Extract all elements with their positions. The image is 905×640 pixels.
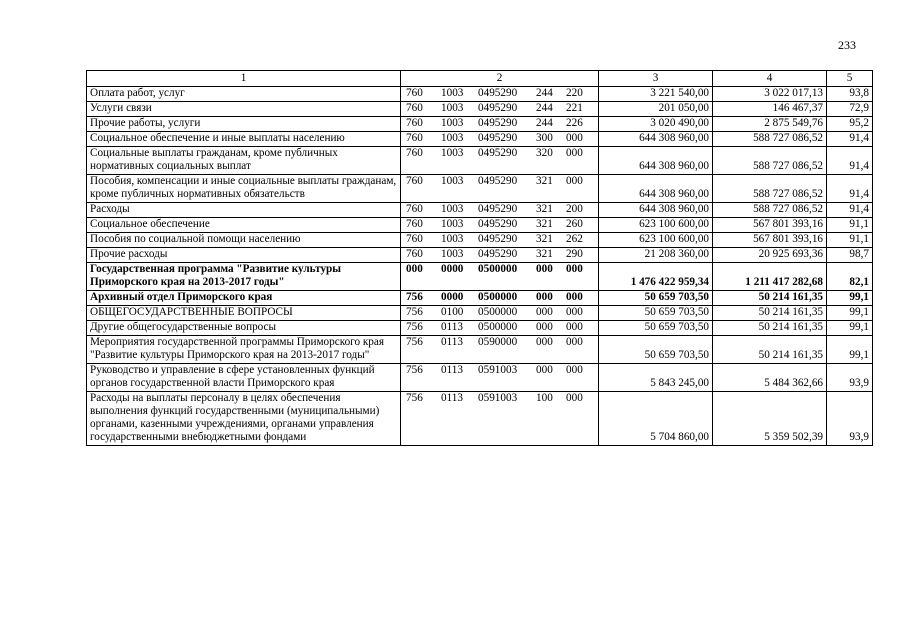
actual-amount: 5 484 362,66 [713,364,827,392]
target-article-code: 0495290 [478,175,518,187]
row-name: Прочие расходы [87,248,401,263]
execution-percent: 91,4 [827,132,873,147]
expense-type-code: 000 [536,336,553,348]
row-codes [401,233,599,248]
admin-code: 760 [406,203,423,215]
kosgu-code: 220 [566,87,583,99]
header-col-4: 4 [713,71,827,87]
target-article-code: 0495290 [478,248,518,260]
actual-amount: 588 727 086,52 [713,132,827,147]
target-article-code: 0495290 [478,87,518,99]
section-code: 1003 [441,147,464,159]
admin-code: 756 [406,306,423,318]
kosgu-code: 226 [566,117,583,129]
row-name: Пособия по социальной помощи населению [87,233,401,248]
actual-amount: 588 727 086,52 [713,147,827,175]
section-code: 1003 [441,203,464,215]
row-name: Оплата работ, услуг [87,87,401,102]
target-article-code: 0500000 [478,291,518,303]
execution-percent: 91,1 [827,218,873,233]
row-name: ОБЩЕГОСУДАРСТВЕННЫЕ ВОПРОСЫ [87,306,401,321]
execution-percent: 93,9 [827,392,873,446]
target-article-code: 0495290 [478,233,518,245]
row-codes [401,132,599,147]
row-name: Мероприятия государственной программы Приморского края "Развитие культуры Приморского края на 2013-2017 годы" [87,336,401,364]
section-code: 1003 [441,233,464,245]
actual-amount: 567 801 393,16 [713,218,827,233]
planned-amount: 50 659 703,50 [599,306,713,321]
planned-amount: 644 308 960,00 [599,175,713,203]
row-codes [401,248,599,263]
expense-type-code: 300 [536,132,553,144]
target-article-code: 0591003 [478,364,518,376]
kosgu-code: 000 [566,263,583,275]
actual-amount: 50 214 161,35 [713,336,827,364]
admin-code: 756 [406,321,423,333]
row-codes [401,321,599,336]
section-code: 1003 [441,102,464,114]
expense-type-code: 000 [536,321,553,333]
expense-type-code: 244 [536,117,553,129]
planned-amount: 644 308 960,00 [599,203,713,218]
admin-code: 760 [406,102,423,114]
row-codes [401,218,599,233]
kosgu-code: 000 [566,336,583,348]
admin-code: 760 [406,175,423,187]
admin-code: 756 [406,364,423,376]
header-col-1: 1 [87,71,401,87]
kosgu-code: 200 [566,203,583,215]
actual-amount: 567 801 393,16 [713,233,827,248]
execution-percent: 82,1 [827,263,873,291]
execution-percent: 91,1 [827,233,873,248]
kosgu-code: 000 [566,132,583,144]
admin-code: 760 [406,233,423,245]
planned-amount: 623 100 600,00 [599,218,713,233]
row-codes [401,175,599,203]
row-codes [401,364,599,392]
kosgu-code: 000 [566,291,583,303]
target-article-code: 0591003 [478,392,518,404]
target-article-code: 0495290 [478,117,518,129]
admin-code: 760 [406,87,423,99]
planned-amount: 21 208 360,00 [599,248,713,263]
table-row [87,175,873,203]
table-row [87,248,873,263]
planned-amount: 50 659 703,50 [599,291,713,306]
target-article-code: 0500000 [478,263,518,275]
row-codes [401,306,599,321]
kosgu-code: 000 [566,321,583,333]
row-name: Социальные выплаты гражданам, кроме публичных нормативных социальных выплат [87,147,401,175]
row-codes [401,336,599,364]
table-row [87,147,873,175]
planned-amount: 50 659 703,50 [599,321,713,336]
target-article-code: 0590000 [478,336,518,348]
planned-amount: 3 020 490,00 [599,117,713,132]
planned-amount: 623 100 600,00 [599,233,713,248]
table-row [87,87,873,102]
admin-code: 756 [406,392,423,404]
planned-amount: 644 308 960,00 [599,147,713,175]
section-code: 1003 [441,87,464,99]
table-row [87,233,873,248]
row-codes [401,87,599,102]
section-code: 0113 [441,336,463,348]
actual-amount: 588 727 086,52 [713,203,827,218]
admin-code: 760 [406,218,423,230]
expense-type-code: 321 [536,218,553,230]
table-row [87,321,873,336]
section-code: 1003 [441,248,464,260]
target-article-code: 0495290 [478,102,518,114]
kosgu-code: 000 [566,306,583,318]
admin-code: 760 [406,132,423,144]
expense-type-code: 000 [536,306,553,318]
row-codes [401,203,599,218]
execution-percent: 99,1 [827,291,873,306]
planned-amount: 644 308 960,00 [599,132,713,147]
target-article-code: 0500000 [478,306,518,318]
row-name: Прочие работы, услуги [87,117,401,132]
table-row [87,218,873,233]
target-article-code: 0495290 [478,218,518,230]
expense-type-code: 321 [536,233,553,245]
expense-type-code: 000 [536,364,553,376]
execution-percent: 93,9 [827,364,873,392]
table-row [87,132,873,147]
kosgu-code: 221 [566,102,583,114]
row-codes [401,147,599,175]
planned-amount: 201 050,00 [599,102,713,117]
table-row [87,102,873,117]
execution-percent: 95,2 [827,117,873,132]
table-row [87,291,873,306]
kosgu-code: 000 [566,175,583,187]
execution-percent: 99,1 [827,321,873,336]
execution-percent: 99,1 [827,306,873,321]
expense-type-code: 000 [536,263,553,275]
row-name: Социальное обеспечение и иные выплаты населению [87,132,401,147]
actual-amount: 1 211 417 282,68 [713,263,827,291]
actual-amount: 50 214 161,35 [713,291,827,306]
kosgu-code: 000 [566,392,583,404]
target-article-code: 0495290 [478,132,518,144]
table-row [87,392,873,446]
table-row [87,336,873,364]
table-header-row [87,71,873,87]
budget-execution-table [86,70,873,446]
table-row [87,117,873,132]
expense-type-code: 321 [536,248,553,260]
section-code: 0113 [441,321,463,333]
admin-code: 000 [406,263,423,275]
row-codes [401,392,599,446]
actual-amount: 50 214 161,35 [713,321,827,336]
admin-code: 760 [406,117,423,129]
kosgu-code: 000 [566,364,583,376]
planned-amount: 3 221 540,00 [599,87,713,102]
section-code: 0000 [441,291,464,303]
row-name: Государственная программа "Развитие культуры Приморского края на 2013-2017 годы" [87,263,401,291]
page-number: 233 [838,38,856,52]
actual-amount: 146 467,37 [713,102,827,117]
table-row [87,306,873,321]
kosgu-code: 000 [566,147,583,159]
actual-amount: 588 727 086,52 [713,175,827,203]
expense-type-code: 000 [536,291,553,303]
admin-code: 760 [406,248,423,260]
expense-type-code: 244 [536,102,553,114]
execution-percent: 99,1 [827,336,873,364]
section-code: 0113 [441,364,463,376]
actual-amount: 3 022 017,13 [713,87,827,102]
section-code: 0000 [441,263,464,275]
section-code: 0100 [441,306,464,318]
kosgu-code: 260 [566,218,583,230]
planned-amount: 50 659 703,50 [599,336,713,364]
expense-type-code: 321 [536,203,553,215]
execution-percent: 91,4 [827,203,873,218]
kosgu-code: 262 [566,233,583,245]
kosgu-code: 290 [566,248,583,260]
row-codes [401,291,599,306]
execution-percent: 93,8 [827,87,873,102]
row-name: Социальное обеспечение [87,218,401,233]
row-name: Руководство и управление в сфере установленных функций органов государственной власти Приморского края [87,364,401,392]
expense-type-code: 321 [536,175,553,187]
execution-percent: 91,4 [827,147,873,175]
row-codes [401,263,599,291]
actual-amount: 20 925 693,36 [713,248,827,263]
row-name: Услуги связи [87,102,401,117]
actual-amount: 5 359 502,39 [713,392,827,446]
section-code: 1003 [441,117,464,129]
row-name: Расходы [87,203,401,218]
expense-type-code: 100 [536,392,553,404]
admin-code: 756 [406,291,423,303]
planned-amount: 5 704 860,00 [599,392,713,446]
header-col-2: 2 [401,71,599,87]
row-name: Расходы на выплаты персоналу в целях обеспечения выполнения функций государственными (муниципальными) органами, казенными учреждениями, органами управления государственными внебюджетными фондами [87,392,401,446]
expense-type-code: 244 [536,87,553,99]
row-codes [401,117,599,132]
section-code: 0113 [441,392,463,404]
row-name: Пособия, компенсации и иные социальные выплаты гражданам, кроме публичных нормативных обязательств [87,175,401,203]
target-article-code: 0500000 [478,321,518,333]
header-col-5: 5 [827,71,873,87]
row-name: Архивный отдел Приморского края [87,291,401,306]
section-code: 1003 [441,132,464,144]
planned-amount: 1 476 422 959,34 [599,263,713,291]
target-article-code: 0495290 [478,147,518,159]
planned-amount: 5 843 245,00 [599,364,713,392]
table-row [87,263,873,291]
table-row [87,364,873,392]
actual-amount: 2 875 549,76 [713,117,827,132]
section-code: 1003 [441,175,464,187]
admin-code: 756 [406,336,423,348]
target-article-code: 0495290 [478,203,518,215]
section-code: 1003 [441,218,464,230]
row-name: Другие общегосударственные вопросы [87,321,401,336]
row-codes [401,102,599,117]
expense-type-code: 320 [536,147,553,159]
actual-amount: 50 214 161,35 [713,306,827,321]
execution-percent: 98,7 [827,248,873,263]
execution-percent: 91,4 [827,175,873,203]
header-col-3: 3 [599,71,713,87]
table-row [87,203,873,218]
execution-percent: 72,9 [827,102,873,117]
admin-code: 760 [406,147,423,159]
